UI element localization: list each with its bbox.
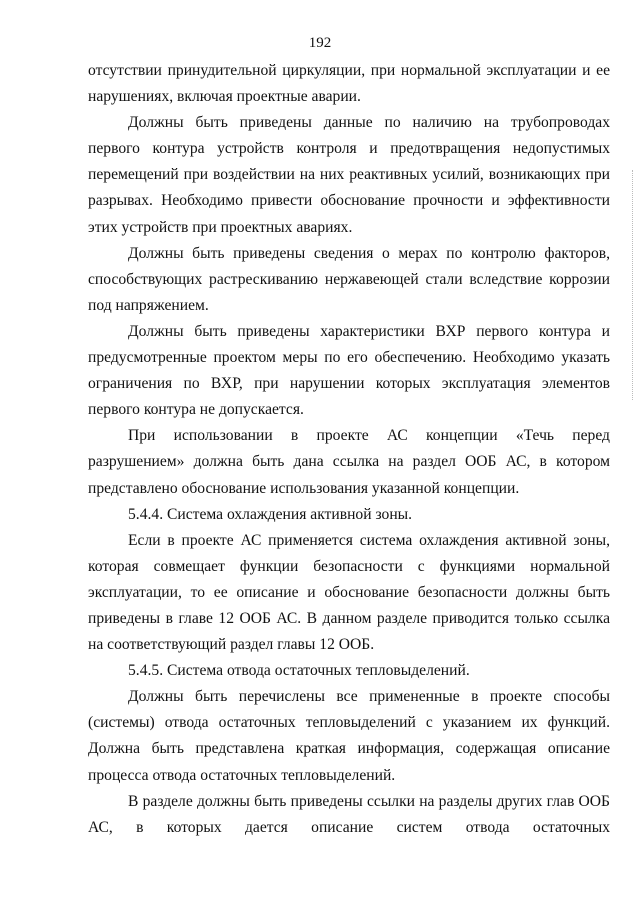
paragraph-pipeline-devices: Должны быть приведены данные по наличию на трубопроводах первого контура устройств контроля и предотвращения недопустимых перемещений при воздействии на них реактивных усилий, возникающих при разрывах. Необходимо привести обоснование прочности и эффективности этих устройств при проектных авариях. [88, 114, 610, 236]
paragraph-residual-heat-methods: Должны быть перечислены все примененные в проекте способы (системы) отвода остаточных тепловыделений с указанием их функций. Должна быть представлена краткая информация, содержащая описание процесса отвода остаточных тепловыделений. [88, 688, 610, 784]
page-number: 192 [308, 35, 332, 51]
paragraph-water-chemistry: Должны быть приведены характеристики ВХР первого контура и предусмотренные проектом меры по его обеспечению. Необходимо указать ограничения по ВХР, при нарушении которых эксплуатация элементов первого контура не допускается. [88, 322, 610, 419]
scan-edge-marks [632, 170, 637, 400]
paragraph-core-cooling: Если в проекте АС применяется система охлаждения активной зоны, которая совмещает функции безопасности с функциями нормальной эксплуатации, то ее описание и обоснование безопасности должны быть приведены в главе 12 ООБ АС. В данном разделе приводится только ссылка на соответствующий раздел главы 12 ООБ. [88, 531, 610, 654]
section-heading-core-cooling: 5.4.4. Система охлаждения активной зоны. [128, 505, 413, 523]
paragraph-corrosion-control: Должны быть приведены сведения о мерах по контролю факторов, способствующих растрескиванию нержавеющей стали вследствие коррозии под напряжением. [88, 244, 610, 314]
paragraph-leak-before-break: При использовании в проекте АС концепции «Течь перед разрушением» должна быть дана ссылка на раздел ООБ АС, в котором представлено обоснование использования указанной концепции. [88, 427, 610, 497]
paragraph-continued: отсутствии принудительной циркуляции, при нормальной эксплуатации и ее нарушениях, включая проектные аварии. [88, 62, 610, 106]
document-body [88, 58, 610, 841]
section-heading-residual-heat: 5.4.5. Система отвода остаточных тепловыделений. [128, 662, 470, 680]
paragraph-references: В разделе должны быть приведены ссылки на разделы других глав ООБ АС, в которых дается описание систем отвода остаточных [88, 792, 610, 836]
